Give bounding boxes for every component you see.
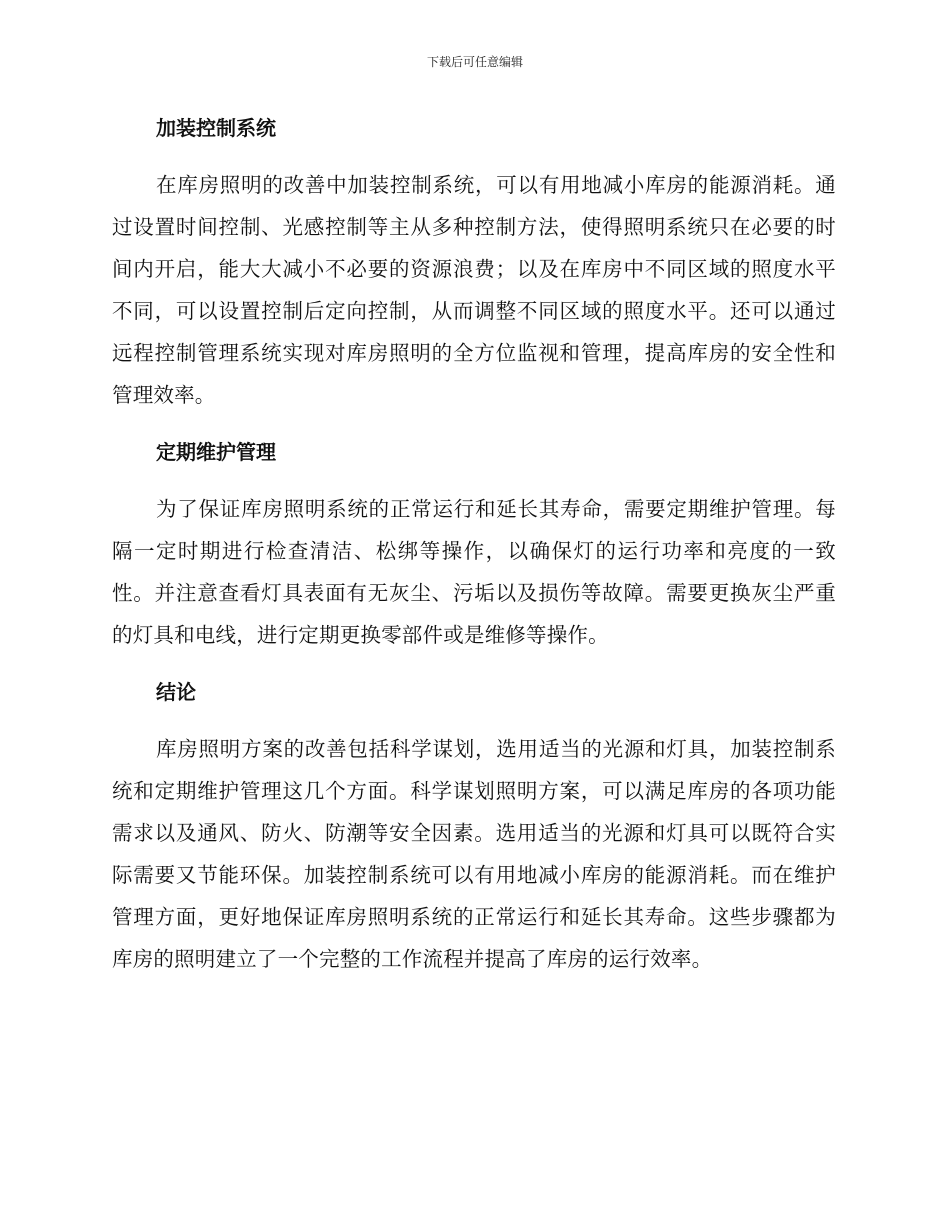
section-conclusion [112,672,836,980]
section-heading: 加装控制系统 [156,116,276,140]
section-heading: 定期维护管理 [156,440,276,464]
section-heading: 结论 [156,680,196,704]
section-paragraph: 库房照明方案的改善包括科学谋划，选用适当的光源和灯具，加装控制系统和定期维护管理这几个方面。科学谋划照明方案，可以满足库房的各项功能需求以及通风、防火、防潮等安全因素。选用适当的光源和灯具可以既符合实际需要又节能环保。加装控制系统可以有用地减小库房的能源消耗。而在维护管理方面，更好地保证库房照明系统的正常运行和延长其寿命。这些步骤都为库房的照明建立了一个完整的工作流程并提高了库房的运行效率。 [112,737,836,971]
section-maintenance [112,432,836,656]
section-paragraph: 在库房照明的改善中加装控制系统，可以有用地减小库房的能源消耗。通过设置时间控制、光感控制等主从多种控制方法，使得照明系统只在必要的时间内开启，能大大减小不必要的资源浪费；以及在库房中不同区域的照度水平不同，可以设置控制后定向控制，从而调整不同区域的照度水平。还可以通过远程控制管理系统实现对库房照明的全方位监视和管理，提高库房的安全性和管理效率。 [112,173,836,407]
page-header-note: 下载后可任意编辑 [426,55,523,69]
section-paragraph: 为了保证库房照明系统的正常运行和延长其寿命，需要定期维护管理。每隔一定时期进行检查清洁、松绑等操作，以确保灯的运行功率和亮度的一致性。并注意查看灯具表面有无灰尘、污垢以及损伤等故障。需要更换灰尘严重的灯具和电线，进行定期更换零部件或是维修等操作。 [112,497,836,647]
document-body [112,108,836,996]
section-control-system [112,108,836,416]
